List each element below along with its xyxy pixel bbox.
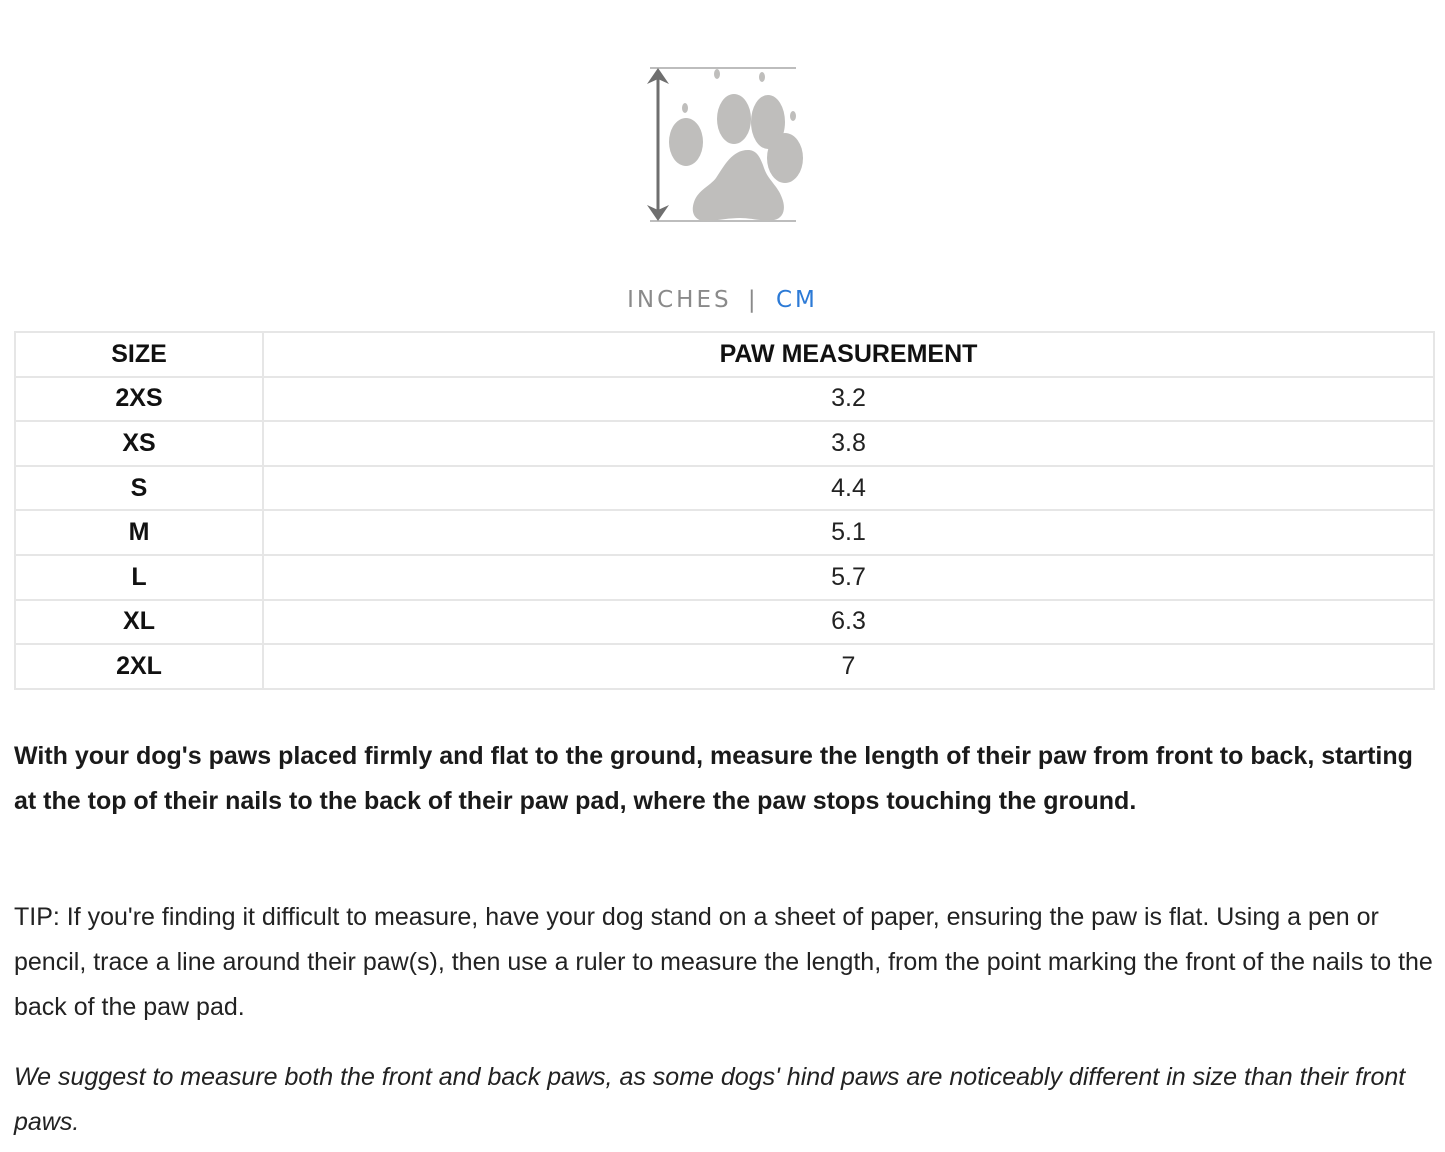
- paw-measurement-icon: [640, 62, 806, 228]
- table-row: [15, 377, 1434, 422]
- size-cell: M: [15, 510, 263, 555]
- unit-cm-toggle[interactable]: CM: [775, 287, 818, 313]
- table-row: [15, 555, 1434, 600]
- measuring-instructions: With your dog's paws placed firmly and flat to the ground, measure the length of their paw from front to back, starting at the top of their nails to the back of their paw pad, where the paw stops touching the ground.: [14, 742, 1413, 815]
- measurement-cell: 3.2: [263, 377, 1434, 422]
- table-row: [15, 644, 1434, 689]
- header-paw-measurement: PAW MEASUREMENT: [263, 332, 1434, 377]
- table-row: [15, 421, 1434, 466]
- table-row: [15, 466, 1434, 511]
- unit-inches-toggle[interactable]: INCHES: [627, 287, 732, 313]
- size-cell: S: [15, 466, 263, 511]
- measurement-cell: 5.1: [263, 510, 1434, 555]
- size-chart-table: [14, 331, 1435, 690]
- size-cell: XL: [15, 600, 263, 645]
- table-row: [15, 510, 1434, 555]
- size-cell: 2XL: [15, 644, 263, 689]
- measurement-cell: 6.3: [263, 600, 1434, 645]
- measurement-cell: 7: [263, 644, 1434, 689]
- size-cell: 2XS: [15, 377, 263, 422]
- header-size: SIZE: [15, 332, 263, 377]
- table-row: [15, 600, 1434, 645]
- measuring-suggestion: We suggest to measure both the front and back paws, as some dogs' hind paws are noticeably different in size than their front paws.: [14, 1063, 1406, 1136]
- measurement-cell: 5.7: [263, 555, 1434, 600]
- size-cell: XS: [15, 421, 263, 466]
- unit-toggle: [0, 284, 1445, 316]
- measuring-tip: TIP: If you're finding it difficult to measure, have your dog stand on a sheet of paper, ensuring the paw is flat. Using a pen or pencil, trace a line around their paw(s), then use a ruler to measure the length, from the point marking the front of the nails to the back of the paw pad.: [14, 903, 1433, 1021]
- table-header-row: [15, 332, 1434, 377]
- size-cell: L: [15, 555, 263, 600]
- unit-separator: |: [747, 287, 756, 313]
- measurement-cell: 3.8: [263, 421, 1434, 466]
- measurement-cell: 4.4: [263, 466, 1434, 511]
